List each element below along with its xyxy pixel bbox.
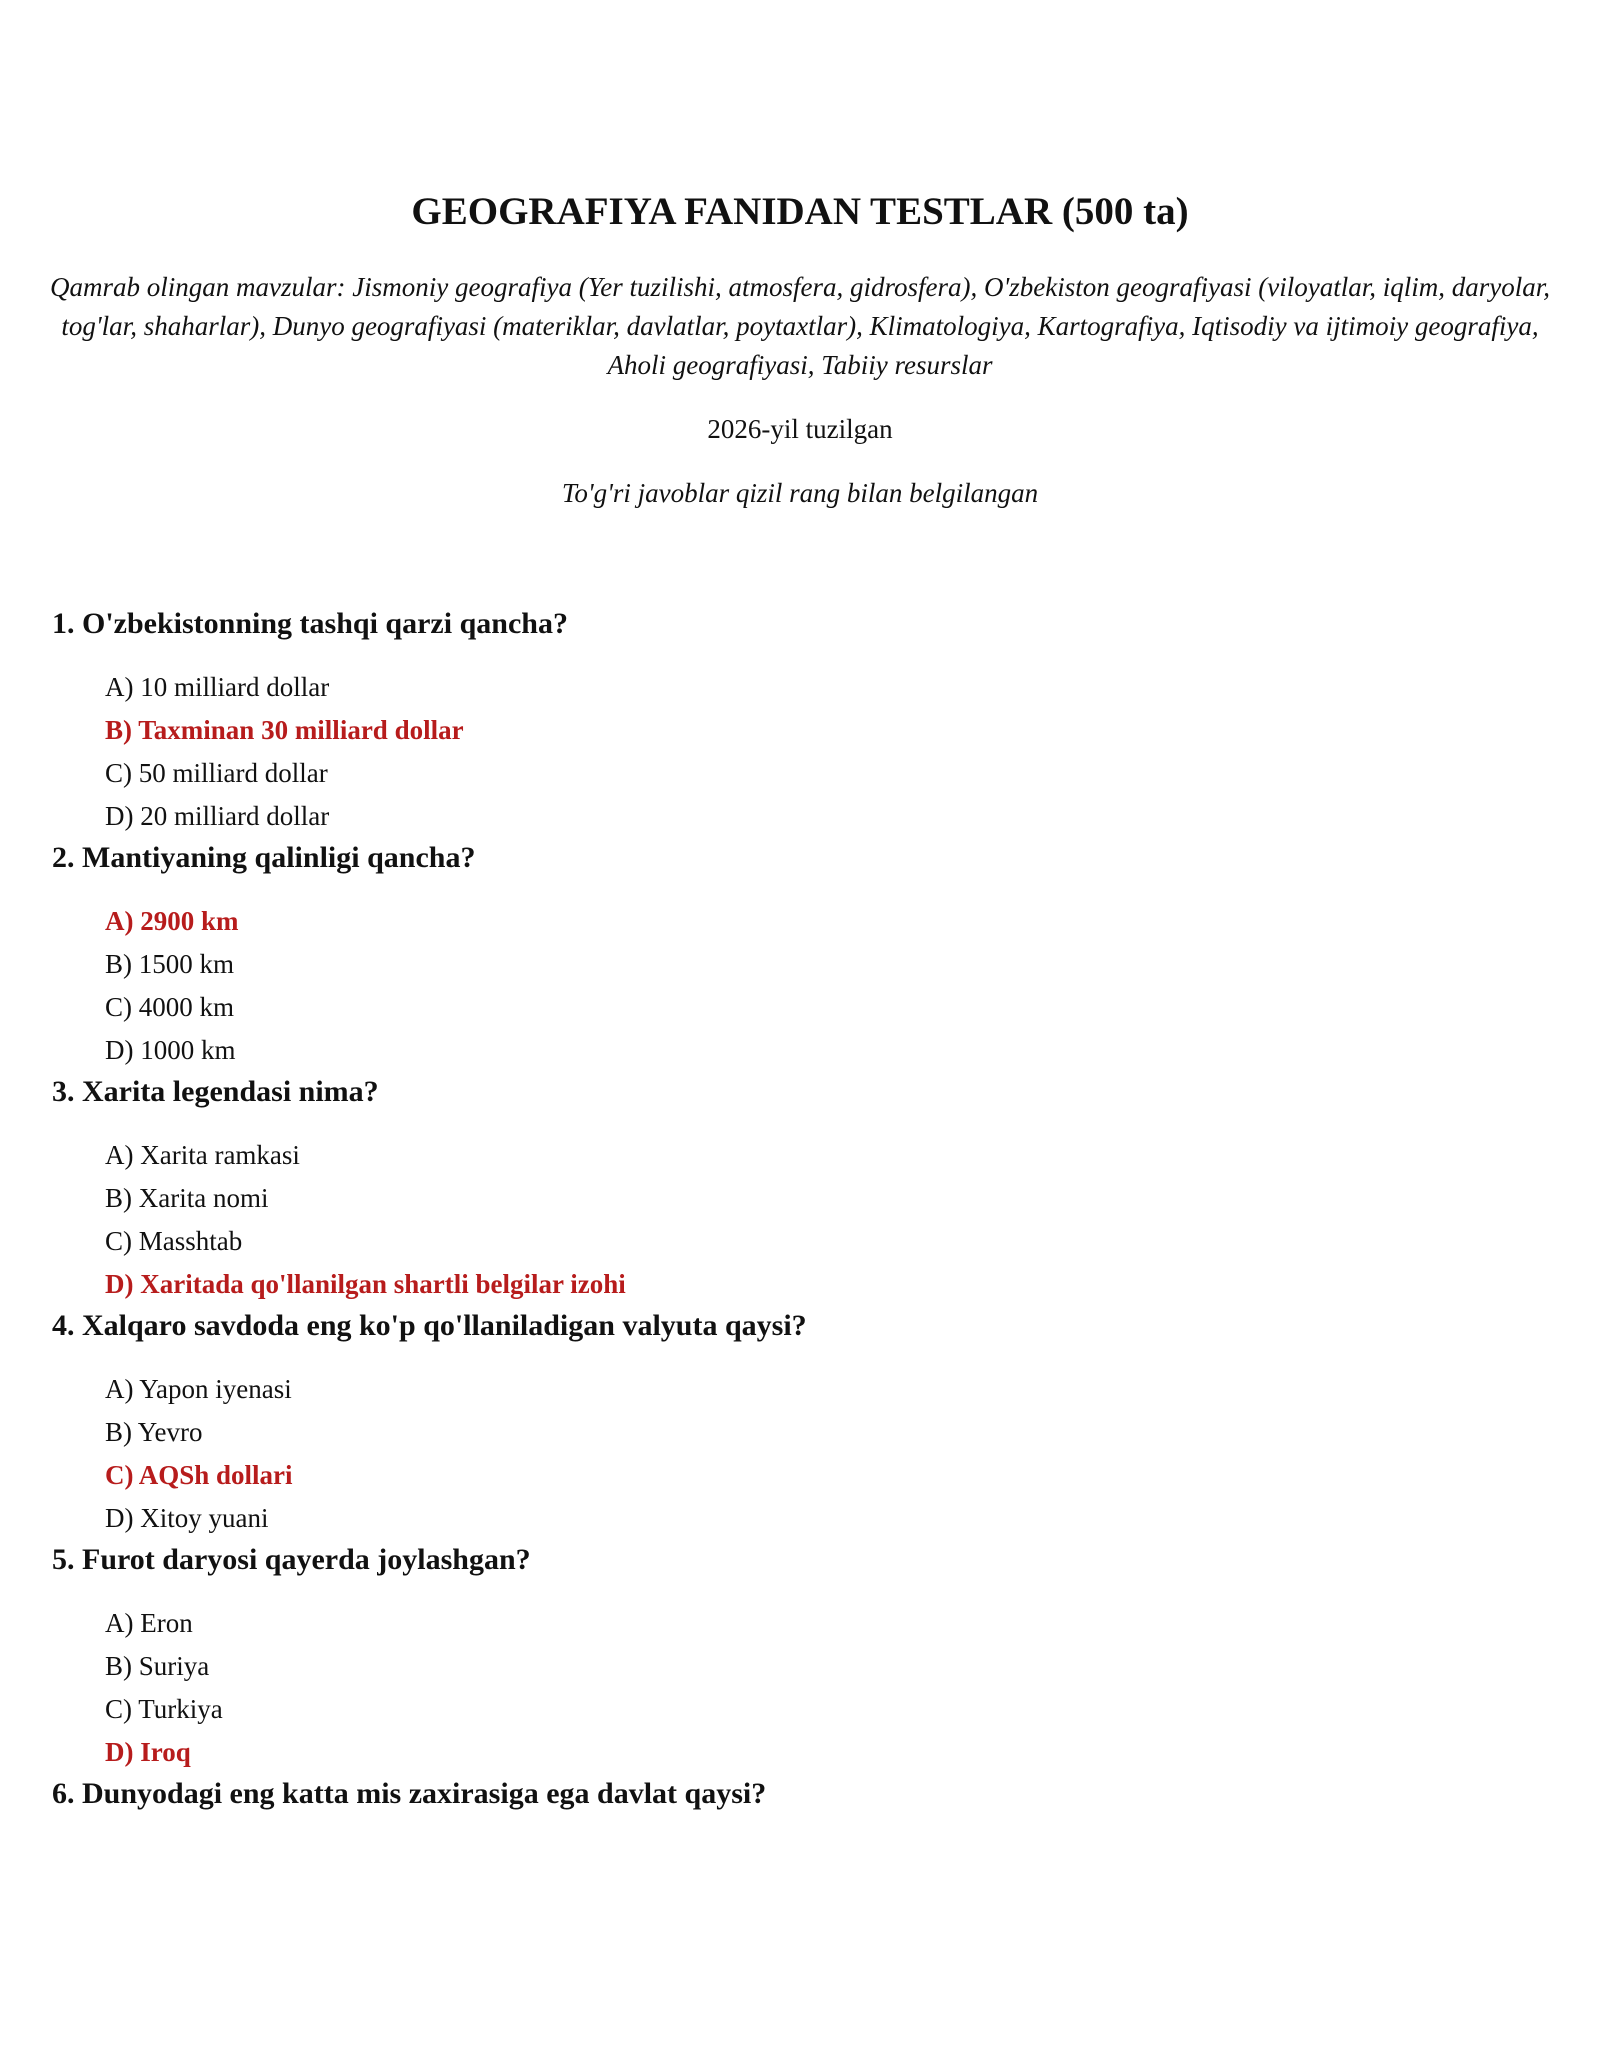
question-item [52,1774,1552,1814]
answer-option-correct: B) Taxminan 30 milliard dollar [105,715,464,745]
answer-option-correct: D) Xaritada qo'llanilgan shartli belgilar izohi [105,1269,626,1299]
question-text: 4. Xalqaro savdoda eng ko'p qo'llaniladigan valyuta qaysi? [52,1309,807,1342]
answer-option: B) 1500 km [105,949,235,979]
answer-options [52,666,1552,838]
answer-option: C) 4000 km [105,992,235,1022]
answer-options [52,900,1552,1072]
question-item [52,838,1552,1072]
answer-option: B) Suriya [105,1651,210,1681]
topics-description: Qamrab olingan mavzular: Jismoniy geografiya (Yer tuzilishi, atmosfera, gidrosfera), O'zbekiston geografiyasi (viloyatlar, iqlim, daryolar, tog'lar, shaharlar), Dunyo geografiyasi (materiklar, davlatlar, poytaxtlar), Klimatologiya, Kartografiya, Iqtisodiy va ijtimoiy geografiya, Aholi geografiyasi, Tabiiy resurslar [50,272,1550,380]
question-item [52,604,1552,838]
question-text: 3. Xarita legendasi nima? [52,1075,379,1108]
answer-option: D) 20 milliard dollar [105,801,330,831]
document-title: GEOGRAFIYA FANIDAN TESTLAR (500 ta) [411,190,1189,233]
question-text: 5. Furot daryosi qayerda joylashgan? [52,1543,531,1576]
question-item [52,1306,1552,1540]
answer-key-note: To'g'ri javoblar qizil rang bilan belgilangan [561,478,1039,508]
answer-option: C) Turkiya [105,1694,223,1724]
compiled-date: 2026-yil tuzilgan [707,414,893,444]
answer-option: A) Yapon iyenasi [105,1374,292,1404]
answer-option: D) Xitoy yuani [105,1503,269,1533]
question-item [52,1072,1552,1306]
answer-options [52,1134,1552,1306]
answer-option: A) 10 milliard dollar [105,672,330,702]
answer-option-correct: D) Iroq [105,1737,191,1767]
question-list [52,604,1552,1836]
answer-option: B) Xarita nomi [105,1183,269,1213]
question-text: 1. O'zbekistonning tashqi qarzi qancha? [52,607,568,640]
question-item [52,1540,1552,1774]
answer-option: C) Masshtab [105,1226,243,1256]
answer-option: A) Eron [105,1608,193,1638]
answer-option-correct: C) AQSh dollari [105,1460,293,1490]
answer-option-correct: A) 2900 km [105,906,239,936]
question-text: 2. Mantiyaning qalinligi qancha? [52,841,476,874]
answer-options [52,1602,1552,1774]
answer-options [52,1368,1552,1540]
question-text: 6. Dunyodagi eng katta mis zaxirasiga ega davlat qaysi? [52,1777,767,1810]
answer-option: D) 1000 km [105,1035,236,1065]
answer-option: B) Yevro [105,1417,203,1447]
answer-option: A) Xarita ramkasi [105,1140,300,1170]
answer-option: C) 50 milliard dollar [105,758,328,788]
